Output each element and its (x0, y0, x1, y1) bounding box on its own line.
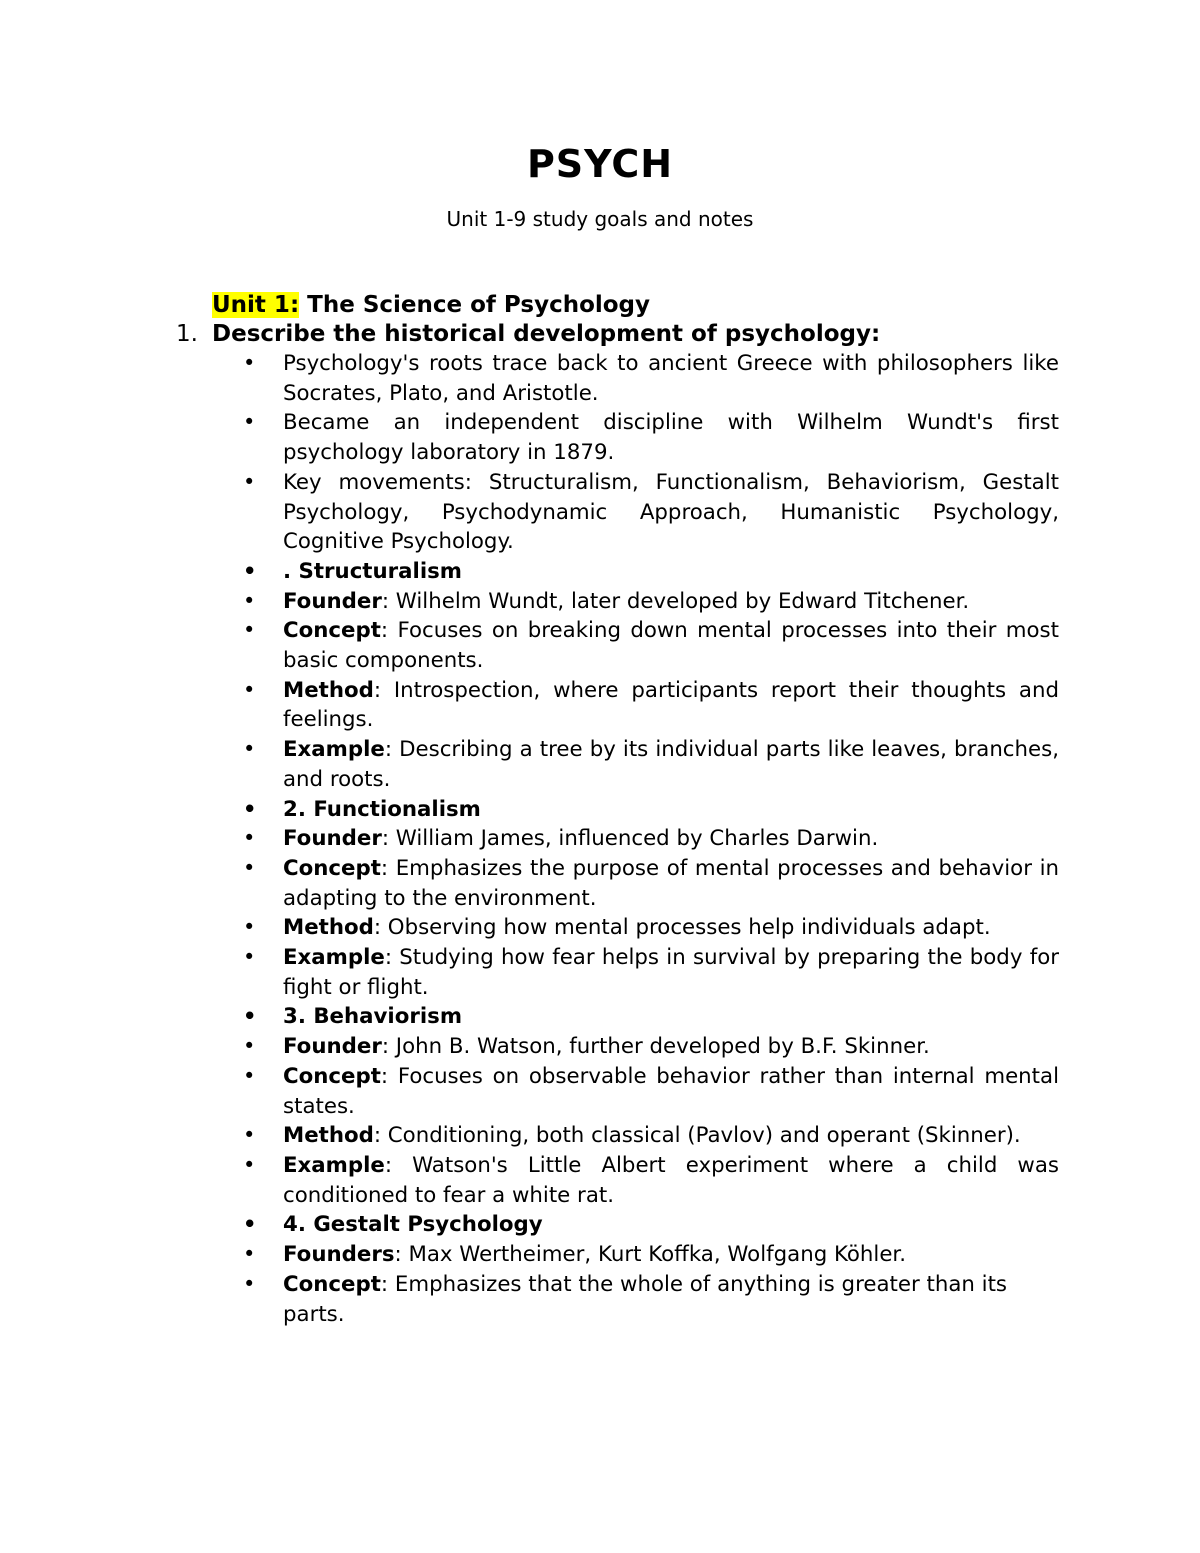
bullet-term: Method (283, 1123, 374, 1149)
list-item (283, 1121, 1059, 1151)
bullet-term: Founder (283, 1034, 382, 1060)
section-heading: • 3. Behaviorism (283, 1002, 1059, 1032)
list-item (283, 1032, 1059, 1062)
unit-title: The Science of Psychology (299, 292, 651, 318)
bullet-term: Concept (283, 855, 381, 881)
bullet-term: Founders (283, 1242, 395, 1268)
bullet-term: Founder (283, 588, 382, 614)
bullet-text: : Introspection, where participants report their thoughts and feelings. (283, 677, 1059, 733)
list-item (283, 735, 1059, 794)
list-item (283, 913, 1059, 943)
bullet-text: : Observing how mental processes help individuals adapt. (373, 915, 991, 941)
list-item (283, 616, 1059, 675)
bullet-text: : Conditioning, both classical (Pavlov) and operant (Skinner). (373, 1123, 1021, 1149)
bullet-term: Method (283, 677, 374, 703)
bullet-term: Founder (283, 826, 382, 852)
bullet-text: : Focuses on observable behavior rather than internal mental states. (283, 1063, 1059, 1119)
objective-item (176, 319, 1076, 349)
list-item (283, 468, 1059, 557)
list-item (283, 1240, 1059, 1270)
list-item (283, 587, 1059, 617)
objective-number: 1. (176, 321, 198, 347)
list-item (283, 1062, 1059, 1121)
bullet-text: : Wilhelm Wundt, later developed by Edward Titchener. (381, 588, 970, 614)
list-item (283, 676, 1059, 735)
bullet-text: : William James, influenced by Charles Darwin. (381, 826, 879, 852)
section-heading: • 2. Functionalism (283, 795, 1059, 825)
bullet-text: : Watson's Little Albert experiment where a child was conditioned to fear a white rat. (283, 1152, 1059, 1208)
section-heading: • . Structuralism (283, 557, 1059, 587)
bullet-text: : Max Wertheimer, Kurt Koffka, Wolfgang Köhler. (394, 1242, 907, 1268)
bullet-term: Method (283, 915, 374, 941)
bullet-term: Concept (283, 618, 381, 644)
bullet-term: Concept (283, 1063, 381, 1089)
bullet-text: : Emphasizes that the whole of anything is greater than its parts. (283, 1271, 1008, 1327)
objective-text: Describe the historical development of psychology: (212, 321, 881, 347)
bullet-text: Became an independent discipline with Wilhelm Wundt's first psychology laboratory in 1879. (283, 410, 1059, 466)
bullet-text: : Emphasizes the purpose of mental processes and behavior in adapting to the environment. (283, 855, 1059, 911)
bullet-text: : John B. Watson, further developed by B.F. Skinner. (381, 1034, 930, 1060)
list-item (283, 943, 1059, 1002)
bullet-text: Psychology's roots trace back to ancient Greece with philosophers like Socrates, Plato, and Aristotle. (283, 351, 1059, 406)
bullet-text: : Describing a tree by its individual parts like leaves, branches, and roots. (283, 737, 1059, 792)
bullet-term: Example (283, 737, 385, 763)
bullet-term: Example (283, 1152, 385, 1178)
unit-label-highlighted: Unit 1: (212, 292, 300, 318)
bullet-text: : Focuses on breaking down mental processes into their most basic components. (283, 618, 1059, 674)
bullet-text: Key movements: Structuralism, Functionalism, Behaviorism, Gestalt Psychology, Psychodynamic Approach, Humanistic Psychology, Cognitive Psychology. (283, 469, 1059, 555)
section-heading: • 4. Gestalt Psychology (283, 1210, 1059, 1240)
list-item (283, 824, 1059, 854)
list-item (283, 408, 1059, 467)
unit-heading (212, 290, 650, 320)
bullet-term: Concept (283, 1271, 381, 1297)
list-item (283, 854, 1059, 913)
bullet-term: Example (283, 945, 385, 971)
document-title: PSYCH (526, 142, 674, 186)
bullet-text: : Studying how fear helps in survival by preparing the body for fight or flight. (283, 945, 1059, 1000)
notes-bullet-list (283, 349, 1059, 1329)
list-item (283, 349, 1059, 408)
list-item (283, 1270, 1059, 1329)
list-item (283, 1151, 1059, 1210)
document-subtitle: Unit 1-9 study goals and notes (446, 207, 754, 231)
